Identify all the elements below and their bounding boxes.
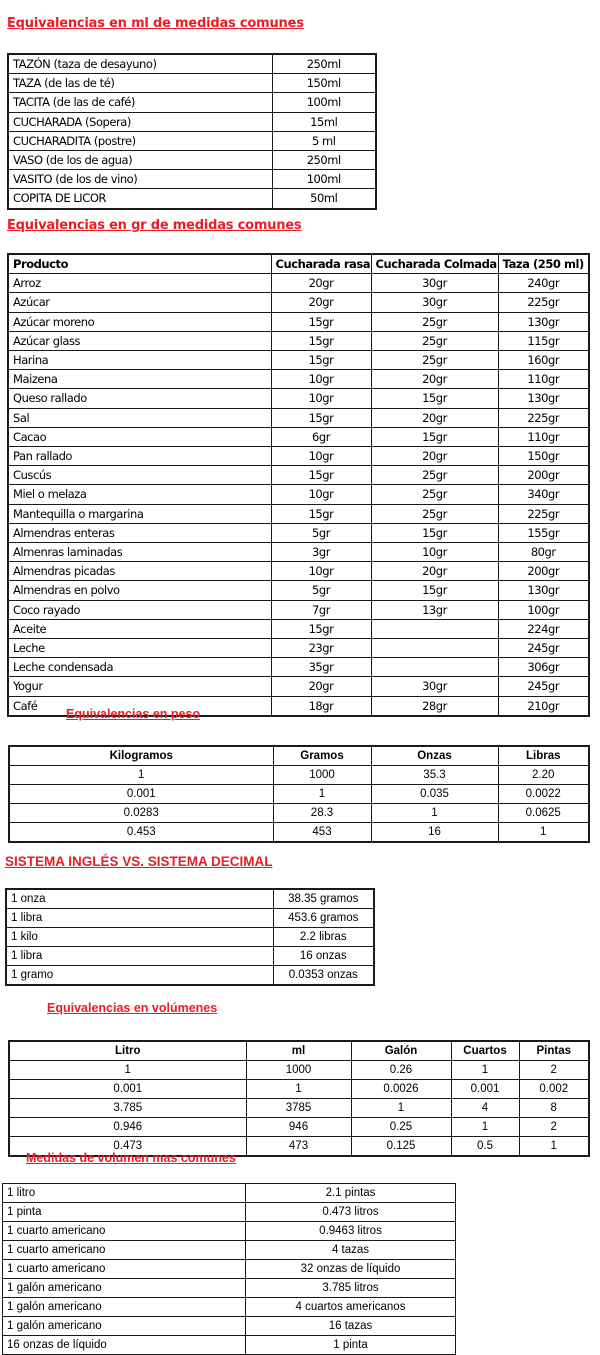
- row-value-2: [371, 619, 498, 638]
- row-value-2: 25gr: [371, 351, 498, 370]
- row-value-2: 10gr: [371, 543, 498, 562]
- table-row: [8, 151, 376, 170]
- column-header-2: Cucharada rasa: [271, 254, 371, 274]
- table-row: [8, 331, 589, 350]
- table-row: [8, 600, 589, 619]
- table-gr-head: [8, 254, 589, 274]
- table-row: [3, 1184, 456, 1203]
- row-value-2: 20gr: [371, 408, 498, 427]
- row-value-1: 16 tazas: [246, 1317, 456, 1336]
- row-value-2: 30gr: [371, 677, 498, 696]
- table-volumenes-head: [9, 1041, 589, 1061]
- row-value-1: 0.9463 litros: [246, 1222, 456, 1241]
- row-value-1: 4 tazas: [246, 1241, 456, 1260]
- table-row: [9, 804, 589, 823]
- row-value-1: 453.6 gramos: [273, 909, 374, 928]
- table-row: [8, 370, 589, 389]
- row-value-1: 3785: [246, 1099, 351, 1118]
- row-value-1: 15gr: [271, 408, 371, 427]
- table-row: [9, 823, 589, 843]
- row-value-3: 130gr: [498, 389, 589, 408]
- row-label: Leche: [8, 639, 271, 658]
- row-label: 3.785: [9, 1099, 246, 1118]
- column-header-1: Kilogramos: [9, 746, 273, 766]
- row-label: 0.001: [9, 1080, 246, 1099]
- row-value-1: 10gr: [271, 370, 371, 389]
- table-row: [8, 189, 376, 209]
- table-row: [3, 1222, 456, 1241]
- row-value-1: 2.2 libras: [273, 928, 374, 947]
- table-row: [8, 351, 589, 370]
- table-row: [8, 562, 589, 581]
- table-ingles-body: [6, 889, 374, 985]
- row-label: Mantequilla o margarina: [8, 504, 271, 523]
- row-value-3: 200gr: [498, 466, 589, 485]
- table-sistema-ingles-decimal: [5, 888, 375, 986]
- row-value-1: 23gr: [271, 639, 371, 658]
- row-value-1: 250ml: [272, 151, 376, 170]
- table-medidas-volumen: [2, 1183, 456, 1355]
- row-value-1: 1000: [273, 766, 371, 785]
- table-row: [8, 312, 589, 331]
- row-value-3: 130gr: [498, 581, 589, 600]
- table-volumenes-body: [9, 1061, 589, 1157]
- row-label: 1: [9, 766, 273, 785]
- table-medidas-body: [3, 1184, 456, 1355]
- row-value-2: 35.3: [371, 766, 498, 785]
- row-label: Maizena: [8, 370, 271, 389]
- row-value-2: 28gr: [371, 696, 498, 716]
- table-row: [6, 909, 374, 928]
- row-value-1: 1: [246, 1080, 351, 1099]
- row-value-4: 2: [519, 1118, 589, 1137]
- row-value-1: 32 onzas de líquido: [246, 1260, 456, 1279]
- row-label: 1 gramo: [6, 966, 273, 986]
- row-value-3: 200gr: [498, 562, 589, 581]
- table-header-row: [8, 254, 589, 274]
- row-label: Aceite: [8, 619, 271, 638]
- row-label: Miel o melaza: [8, 485, 271, 504]
- row-value-2: 15gr: [371, 523, 498, 542]
- row-value-2: 13gr: [371, 600, 498, 619]
- table-row: [8, 112, 376, 131]
- table-row: [3, 1241, 456, 1260]
- section-heading-medidas-volumen: Medidas de volumen mas comunes: [26, 1151, 236, 1165]
- row-value-3: 0.5: [451, 1137, 519, 1157]
- row-value-3: 245gr: [498, 677, 589, 696]
- row-value-3: 100gr: [498, 600, 589, 619]
- row-label: TAZÓN (taza de desayuno): [8, 54, 272, 74]
- table-equivalencias-peso: [8, 745, 590, 843]
- row-value-2: 0.0026: [351, 1080, 451, 1099]
- table-row: [6, 928, 374, 947]
- row-value-1: 18gr: [271, 696, 371, 716]
- row-value-4: 2: [519, 1061, 589, 1080]
- row-label: VASITO (de los de vino): [8, 170, 272, 189]
- row-value-1: 0.0353 onzas: [273, 966, 374, 986]
- table-row: [9, 1061, 589, 1080]
- row-value-2: 25gr: [371, 504, 498, 523]
- row-value-1: 453: [273, 823, 371, 843]
- column-header-3: Galón: [351, 1041, 451, 1061]
- table-row: [3, 1279, 456, 1298]
- row-label: Azúcar glass: [8, 331, 271, 350]
- row-value-2: 15gr: [371, 389, 498, 408]
- row-value-2: 30gr: [371, 293, 498, 312]
- row-value-3: 1: [451, 1061, 519, 1080]
- table-row: [8, 485, 589, 504]
- column-header-2: Gramos: [273, 746, 371, 766]
- row-label: Sal: [8, 408, 271, 427]
- row-value-3: 2.20: [498, 766, 589, 785]
- row-label: Cuscús: [8, 466, 271, 485]
- table-row: [9, 1099, 589, 1118]
- table-row: [9, 785, 589, 804]
- row-value-3: 0.0625: [498, 804, 589, 823]
- row-value-1: 35gr: [271, 658, 371, 677]
- column-header-2: ml: [246, 1041, 351, 1061]
- table-row: [8, 447, 589, 466]
- row-value-3: 1: [498, 823, 589, 843]
- row-label: 1 cuarto americano: [3, 1222, 246, 1241]
- row-label: Arroz: [8, 274, 271, 293]
- column-header-3: Cucharada Colmada: [371, 254, 498, 274]
- column-header-3: Onzas: [371, 746, 498, 766]
- section-heading-volumenes: Equivalencias en volúmenes: [47, 1001, 218, 1015]
- row-value-4: 8: [519, 1099, 589, 1118]
- table-row: [8, 466, 589, 485]
- column-header-4: Cuartos: [451, 1041, 519, 1061]
- row-label: Almendras en polvo: [8, 581, 271, 600]
- row-value-3: 155gr: [498, 523, 589, 542]
- row-value-2: 25gr: [371, 466, 498, 485]
- table-row: [6, 947, 374, 966]
- row-value-1: 1000: [246, 1061, 351, 1080]
- row-value-1: 5gr: [271, 523, 371, 542]
- row-value-1: 16 onzas: [273, 947, 374, 966]
- table-row: [8, 504, 589, 523]
- row-value-2: 20gr: [371, 562, 498, 581]
- row-value-2: 0.26: [351, 1061, 451, 1080]
- row-value-3: 340gr: [498, 485, 589, 504]
- row-label: Pan rallado: [8, 447, 271, 466]
- column-header-1: Litro: [9, 1041, 246, 1061]
- row-label: TACITA (de las de café): [8, 93, 272, 112]
- row-value-1: 3.785 litros: [246, 1279, 456, 1298]
- row-value-2: 20gr: [371, 447, 498, 466]
- row-value-1: 6gr: [271, 427, 371, 446]
- row-label: Almendras enteras: [8, 523, 271, 542]
- row-label: 1 onza: [6, 889, 273, 909]
- row-value-1: 20gr: [271, 274, 371, 293]
- row-value-1: 0.473 litros: [246, 1203, 456, 1222]
- row-value-3: 80gr: [498, 543, 589, 562]
- row-value-1: 150ml: [272, 74, 376, 93]
- table-row: [8, 131, 376, 150]
- table-row: [8, 658, 589, 677]
- row-value-1: 100ml: [272, 93, 376, 112]
- table-row: [3, 1260, 456, 1279]
- table-equivalencias-gr: [7, 253, 590, 717]
- row-label: Leche condensada: [8, 658, 271, 677]
- row-label: 1 libra: [6, 947, 273, 966]
- row-value-2: [371, 639, 498, 658]
- section-heading-sistema-ingles: SISTEMA INGLÉS VS. SISTEMA DECIMAL: [5, 854, 273, 869]
- row-value-1: 5 ml: [272, 131, 376, 150]
- table-row: [8, 639, 589, 658]
- table-row: [3, 1298, 456, 1317]
- table-header-row: [9, 1041, 589, 1061]
- row-value-3: 0.001: [451, 1080, 519, 1099]
- column-header-4: Taza (250 ml): [498, 254, 589, 274]
- table-row: [6, 966, 374, 986]
- row-label: Café: [8, 696, 271, 716]
- row-value-3: 225gr: [498, 504, 589, 523]
- row-label: VASO (de los de agua): [8, 151, 272, 170]
- row-value-2: 25gr: [371, 331, 498, 350]
- row-label: TAZA (de las de té): [8, 74, 272, 93]
- row-value-3: 1: [451, 1118, 519, 1137]
- row-value-1: 15gr: [271, 466, 371, 485]
- section-heading-peso: Equivalencias en peso: [66, 707, 201, 721]
- row-value-1: 20gr: [271, 677, 371, 696]
- table-row: [8, 293, 589, 312]
- row-value-3: 210gr: [498, 696, 589, 716]
- row-label: Cacao: [8, 427, 271, 446]
- row-value-1: 50ml: [272, 189, 376, 209]
- table-row: [9, 766, 589, 785]
- table-row: [8, 74, 376, 93]
- row-label: 0.0283: [9, 804, 273, 823]
- row-value-3: 4: [451, 1099, 519, 1118]
- table-row: [8, 408, 589, 427]
- row-value-3: 115gr: [498, 331, 589, 350]
- row-value-3: 240gr: [498, 274, 589, 293]
- row-value-1: 1 pinta: [246, 1336, 456, 1355]
- row-label: CUCHARADA (Sopera): [8, 112, 272, 131]
- row-value-2: 1: [351, 1099, 451, 1118]
- row-value-3: 306gr: [498, 658, 589, 677]
- row-value-3: 160gr: [498, 351, 589, 370]
- row-value-1: 15gr: [271, 619, 371, 638]
- row-label: 1 cuarto americano: [3, 1260, 246, 1279]
- column-header-4: Libras: [498, 746, 589, 766]
- row-value-1: 946: [246, 1118, 351, 1137]
- table-row: [8, 543, 589, 562]
- table-row: [8, 93, 376, 112]
- row-value-3: 225gr: [498, 408, 589, 427]
- row-value-3: 0.0022: [498, 785, 589, 804]
- row-label: Queso rallado: [8, 389, 271, 408]
- row-value-3: 245gr: [498, 639, 589, 658]
- row-value-3: 130gr: [498, 312, 589, 331]
- row-value-2: 15gr: [371, 427, 498, 446]
- row-label: 1 galón americano: [3, 1298, 246, 1317]
- row-value-3: 150gr: [498, 447, 589, 466]
- section-heading-gr: Equivalencias en gr de medidas comunes: [7, 218, 302, 233]
- row-label: 0.453: [9, 823, 273, 843]
- row-value-1: 38.35 gramos: [273, 889, 374, 909]
- row-value-3: 224gr: [498, 619, 589, 638]
- row-value-1: 10gr: [271, 485, 371, 504]
- row-label: 1 litro: [3, 1184, 246, 1203]
- row-value-4: 0.002: [519, 1080, 589, 1099]
- row-value-2: 20gr: [371, 370, 498, 389]
- row-value-1: 10gr: [271, 562, 371, 581]
- row-value-2: 16: [371, 823, 498, 843]
- row-label: Azúcar: [8, 293, 271, 312]
- row-value-2: 0.25: [351, 1118, 451, 1137]
- table-gr-body: [8, 274, 589, 716]
- table-row: [6, 889, 374, 909]
- table-equivalencias-volumenes: [8, 1040, 590, 1157]
- row-value-2: 0.125: [351, 1137, 451, 1157]
- table-peso-body: [9, 766, 589, 843]
- row-label: Yogur: [8, 677, 271, 696]
- row-value-3: 110gr: [498, 427, 589, 446]
- row-label: Coco rayado: [8, 600, 271, 619]
- row-value-4: 1: [519, 1137, 589, 1157]
- row-label: 16 onzas de líquido: [3, 1336, 246, 1355]
- row-value-2: 25gr: [371, 485, 498, 504]
- table-row: [3, 1336, 456, 1355]
- row-value-1: 250ml: [272, 54, 376, 74]
- section-heading-ml: Equivalencias en ml de medidas comunes: [7, 16, 304, 31]
- column-header-5: Pintas: [519, 1041, 589, 1061]
- table-ml-body: [8, 54, 376, 209]
- table-peso-head: [9, 746, 589, 766]
- table-row: [8, 274, 589, 293]
- row-value-2: 0.035: [371, 785, 498, 804]
- row-value-1: 15gr: [271, 504, 371, 523]
- row-value-1: 15gr: [271, 351, 371, 370]
- row-value-2: 30gr: [371, 274, 498, 293]
- row-label: 1 galón americano: [3, 1317, 246, 1336]
- row-value-3: 110gr: [498, 370, 589, 389]
- row-label: COPITA DE LICOR: [8, 189, 272, 209]
- row-value-1: 2.1 pintas: [246, 1184, 456, 1203]
- table-row: [3, 1317, 456, 1336]
- row-value-1: 15gr: [271, 312, 371, 331]
- row-label: 0.001: [9, 785, 273, 804]
- row-value-1: 3gr: [271, 543, 371, 562]
- table-row: [8, 427, 589, 446]
- table-equivalencias-ml: [7, 53, 377, 210]
- row-value-2: 1: [371, 804, 498, 823]
- row-label: 1 galón americano: [3, 1279, 246, 1298]
- row-label: 1: [9, 1061, 246, 1080]
- row-value-1: 473: [246, 1137, 351, 1157]
- row-value-1: 10gr: [271, 447, 371, 466]
- row-value-1: 5gr: [271, 581, 371, 600]
- row-label: 0.473: [9, 1137, 246, 1157]
- table-row: [9, 1118, 589, 1137]
- row-value-2: [371, 658, 498, 677]
- row-value-1: 15gr: [271, 331, 371, 350]
- row-value-1: 100ml: [272, 170, 376, 189]
- table-row: [3, 1203, 456, 1222]
- row-value-2: 15gr: [371, 581, 498, 600]
- table-row: [8, 677, 589, 696]
- row-value-2: 25gr: [371, 312, 498, 331]
- row-value-1: 15ml: [272, 112, 376, 131]
- row-value-1: 7gr: [271, 600, 371, 619]
- table-row: [8, 389, 589, 408]
- row-value-3: 225gr: [498, 293, 589, 312]
- row-label: 1 libra: [6, 909, 273, 928]
- row-label: Almenras laminadas: [8, 543, 271, 562]
- row-value-1: 4 cuartos americanos: [246, 1298, 456, 1317]
- table-row: [8, 170, 376, 189]
- table-row: [8, 54, 376, 74]
- table-row: [8, 581, 589, 600]
- row-value-1: 1: [273, 785, 371, 804]
- row-label: 1 pinta: [3, 1203, 246, 1222]
- row-label: 0.946: [9, 1118, 246, 1137]
- row-label: Almendras picadas: [8, 562, 271, 581]
- table-row: [9, 1080, 589, 1099]
- row-value-1: 28.3: [273, 804, 371, 823]
- row-label: CUCHARADITA (postre): [8, 131, 272, 150]
- row-label: 1 cuarto americano: [3, 1241, 246, 1260]
- row-label: Azúcar moreno: [8, 312, 271, 331]
- row-value-1: 20gr: [271, 293, 371, 312]
- table-row: [8, 619, 589, 638]
- column-header-1: Producto: [8, 254, 271, 274]
- table-header-row: [9, 746, 589, 766]
- row-label: 1 kilo: [6, 928, 273, 947]
- table-row: [8, 523, 589, 542]
- row-label: Harina: [8, 351, 271, 370]
- row-value-1: 10gr: [271, 389, 371, 408]
